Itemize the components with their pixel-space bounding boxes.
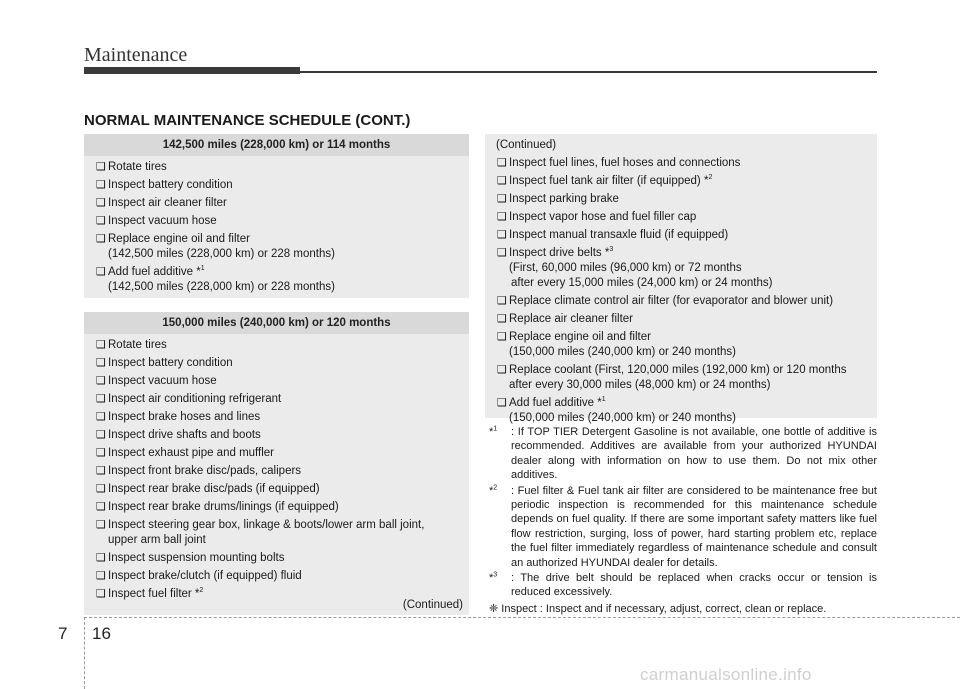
watermark: carmanualsonline.info [640, 665, 812, 684]
item-list [485, 156, 877, 426]
schedule-panel-continued [485, 134, 877, 424]
schedule-item [96, 500, 469, 515]
checkbox-icon: ❑ [96, 339, 106, 351]
schedule-item [96, 518, 469, 548]
footnote-mark: *$^3$ [489, 571, 498, 585]
item-text: Inspect vacuum hose [108, 375, 217, 387]
checkbox-icon: ❑ [96, 519, 106, 531]
chapter-number: 7 [58, 624, 68, 643]
schedule-item [96, 464, 469, 479]
schedule-item [96, 392, 469, 407]
footnote-text: : If TOP TIER Detergent Gasoline is not available, one bottle of additive is recommended. Additives are available from your authorized HYUNDAI dealer along with information on how to use them. Do not mix other additives. [511, 426, 877, 482]
footnote-text: : The drive belt should be replaced when cracks occur or tension is reduced excessively. [511, 572, 877, 599]
item-text: Inspect fuel filter * [108, 588, 200, 600]
item-text: Inspect fuel lines, fuel hoses and connections [509, 157, 741, 169]
checkbox-icon: ❑ [96, 266, 106, 278]
schedule-item [96, 265, 469, 295]
item-text: Rotate tires [108, 339, 167, 351]
checkbox-icon: ❑ [497, 229, 507, 241]
footnote-list [489, 425, 877, 600]
schedule-item [96, 569, 469, 584]
checkbox-icon: ❑ [497, 175, 507, 187]
schedule-item [96, 214, 469, 229]
checkbox-icon: ❑ [96, 197, 106, 209]
checkbox-icon: ❑ [497, 247, 507, 259]
item-text: Replace engine oil and filter [108, 233, 250, 245]
item-text: Inspect exhaust pipe and muffler [108, 447, 275, 459]
item-subtext: after every 15,000 miles (24,000 km) or 24 months) [511, 277, 773, 289]
schedule-item [96, 196, 469, 211]
footnote [489, 571, 877, 600]
item-list [84, 156, 469, 295]
checkbox-icon: ❑ [497, 397, 507, 409]
schedule-item [96, 356, 469, 371]
item-text: Inspect vacuum hose [108, 215, 217, 227]
schedule-item [96, 178, 469, 193]
schedule-panel-142500 [84, 134, 469, 298]
item-text: Inspect suspension mounting bolts [108, 552, 285, 564]
item-text: Inspect rear brake disc/pads (if equipped) [108, 483, 320, 495]
schedule-item [96, 232, 469, 262]
item-subtext: upper arm ball joint [108, 534, 206, 546]
schedule-item [497, 363, 877, 393]
schedule-item [497, 294, 877, 309]
item-text: Add fuel additive * [108, 266, 201, 278]
item-subtext: (142,500 miles (228,000 km) or 228 months) [108, 248, 335, 260]
footnote [489, 425, 877, 483]
checkbox-icon: ❑ [96, 588, 106, 600]
footer-divider [84, 617, 86, 689]
footnote-ref: 2 [708, 174, 713, 182]
footnote-ref: 1 [200, 265, 205, 273]
schedule-item [497, 174, 877, 189]
footnote [489, 484, 877, 570]
item-text: Inspect brake/clutch (if equipped) fluid [108, 570, 302, 582]
item-text: Inspect air conditioning refrigerant [108, 393, 282, 405]
schedule-item [96, 482, 469, 497]
header-title: Maintenance [84, 44, 188, 66]
checkbox-icon: ❑ [96, 375, 106, 387]
continued-label: (Continued) [496, 139, 557, 151]
item-text: Inspect battery condition [108, 357, 233, 369]
checkbox-icon: ❑ [96, 429, 106, 441]
schedule-item [96, 428, 469, 443]
checkbox-icon: ❑ [96, 447, 106, 459]
item-text: Inspect drive shafts and boots [108, 429, 261, 441]
item-text: Inspect front brake disc/pads, calipers [108, 465, 302, 477]
inspect-note: ❈ Inspect : Inspect and if necessary, adjust, correct, clean or replace. [489, 602, 827, 615]
item-text: Inspect manual transaxle fluid (if equipped) [509, 229, 729, 241]
schedule-item [497, 156, 877, 171]
footnotes [489, 425, 877, 616]
checkbox-icon: ❑ [96, 233, 106, 245]
item-subtext: after every 30,000 miles (48,000 km) or 24 months) [509, 379, 771, 391]
checkbox-icon: ❑ [96, 215, 106, 227]
checkbox-icon: ❑ [96, 501, 106, 513]
item-list [84, 334, 469, 602]
item-subtext: (150,000 miles (240,000 km) or 240 months) [509, 346, 736, 358]
item-text: Inspect rear brake drums/linings (if equipped) [108, 501, 339, 513]
section-title: NORMAL MAINTENANCE SCHEDULE (CONT.) [84, 112, 411, 129]
item-text: Replace air cleaner filter [509, 313, 634, 325]
schedule-item [96, 374, 469, 389]
footnote-text: : Fuel filter & Fuel tank air filter are considered to be maintenance free but periodic inspection is recommended for this maintenance schedule depends on fuel quality. If there are some important safety matters like fuel flow restriction, surging, loss of power, hard starting problem etc, replace the fuel filter immediately regardless of maintenance schedule and consult an authorized HYUNDAI dealer for details. [511, 484, 877, 569]
schedule-item [497, 396, 877, 426]
schedule-item [497, 210, 877, 225]
checkbox-icon: ❑ [96, 179, 106, 191]
item-text: Inspect drive belts * [509, 247, 610, 259]
header-bar [84, 67, 300, 74]
item-text: Rotate tires [108, 161, 167, 173]
panel-heading: 150,000 miles (240,000 km) or 120 months [84, 312, 469, 334]
item-text: Replace coolant (First, 120,000 miles (192,000 km) or 120 months [509, 364, 847, 376]
footnote-ref: 3 [609, 246, 614, 254]
checkbox-icon: ❑ [96, 357, 106, 369]
checkbox-icon: ❑ [497, 331, 507, 343]
checkbox-icon: ❑ [96, 552, 106, 564]
item-subtext: (142,500 miles (228,000 km) or 228 months) [108, 281, 335, 293]
checkbox-icon: ❑ [96, 465, 106, 477]
continued-label: (Continued) [402, 599, 463, 611]
schedule-item [497, 330, 877, 360]
item-subtext: (150,000 miles (240,000 km) or 240 months) [509, 412, 736, 424]
panel-heading: 142,500 miles (228,000 km) or 114 months [84, 134, 469, 156]
checkbox-icon: ❑ [96, 393, 106, 405]
schedule-item [96, 410, 469, 425]
header-rule [300, 71, 877, 73]
checkbox-icon: ❑ [96, 161, 106, 173]
item-text: Inspect steering gear box, linkage & boots/lower arm ball joint, [108, 519, 425, 531]
schedule-item [497, 192, 877, 207]
checkbox-icon: ❑ [96, 483, 106, 495]
checkbox-icon: ❑ [497, 211, 507, 223]
item-subtext: (First, 60,000 miles (96,000 km) or 72 months [509, 262, 742, 274]
schedule-item [96, 446, 469, 461]
footnote-mark: *$^2$ [489, 483, 498, 497]
schedule-item [497, 228, 877, 243]
item-text: Replace engine oil and filter [509, 331, 651, 343]
checkbox-icon: ❑ [497, 313, 507, 325]
checkbox-icon: ❑ [96, 570, 106, 582]
item-text: Add fuel additive * [509, 397, 602, 409]
item-text: Inspect battery condition [108, 179, 233, 191]
footnote-mark: *$^1$ [489, 425, 498, 438]
schedule-item [96, 551, 469, 566]
schedule-panel-150000 [84, 312, 469, 615]
page-number: 16 [92, 624, 111, 643]
item-text: Inspect air cleaner filter [108, 197, 227, 209]
item-text: Inspect fuel tank air filter (if equipped) * [509, 175, 709, 187]
schedule-item [497, 312, 877, 327]
schedule-item [96, 160, 469, 175]
checkbox-icon: ❑ [497, 295, 507, 307]
checkbox-icon: ❑ [497, 364, 507, 376]
item-text: Replace climate control air filter (for evaporator and blower unit) [509, 295, 834, 307]
footnote-ref: 2 [199, 587, 204, 595]
footnote-ref: 1 [601, 396, 606, 404]
item-text: Inspect brake hoses and lines [108, 411, 261, 423]
item-text: Inspect parking brake [509, 193, 619, 205]
item-text: Inspect vapor hose and fuel filler cap [509, 211, 697, 223]
schedule-item [96, 338, 469, 353]
checkbox-icon: ❑ [96, 411, 106, 423]
schedule-item [497, 246, 877, 291]
checkbox-icon: ❑ [497, 193, 507, 205]
footer-rule [84, 617, 960, 618]
checkbox-icon: ❑ [497, 157, 507, 169]
